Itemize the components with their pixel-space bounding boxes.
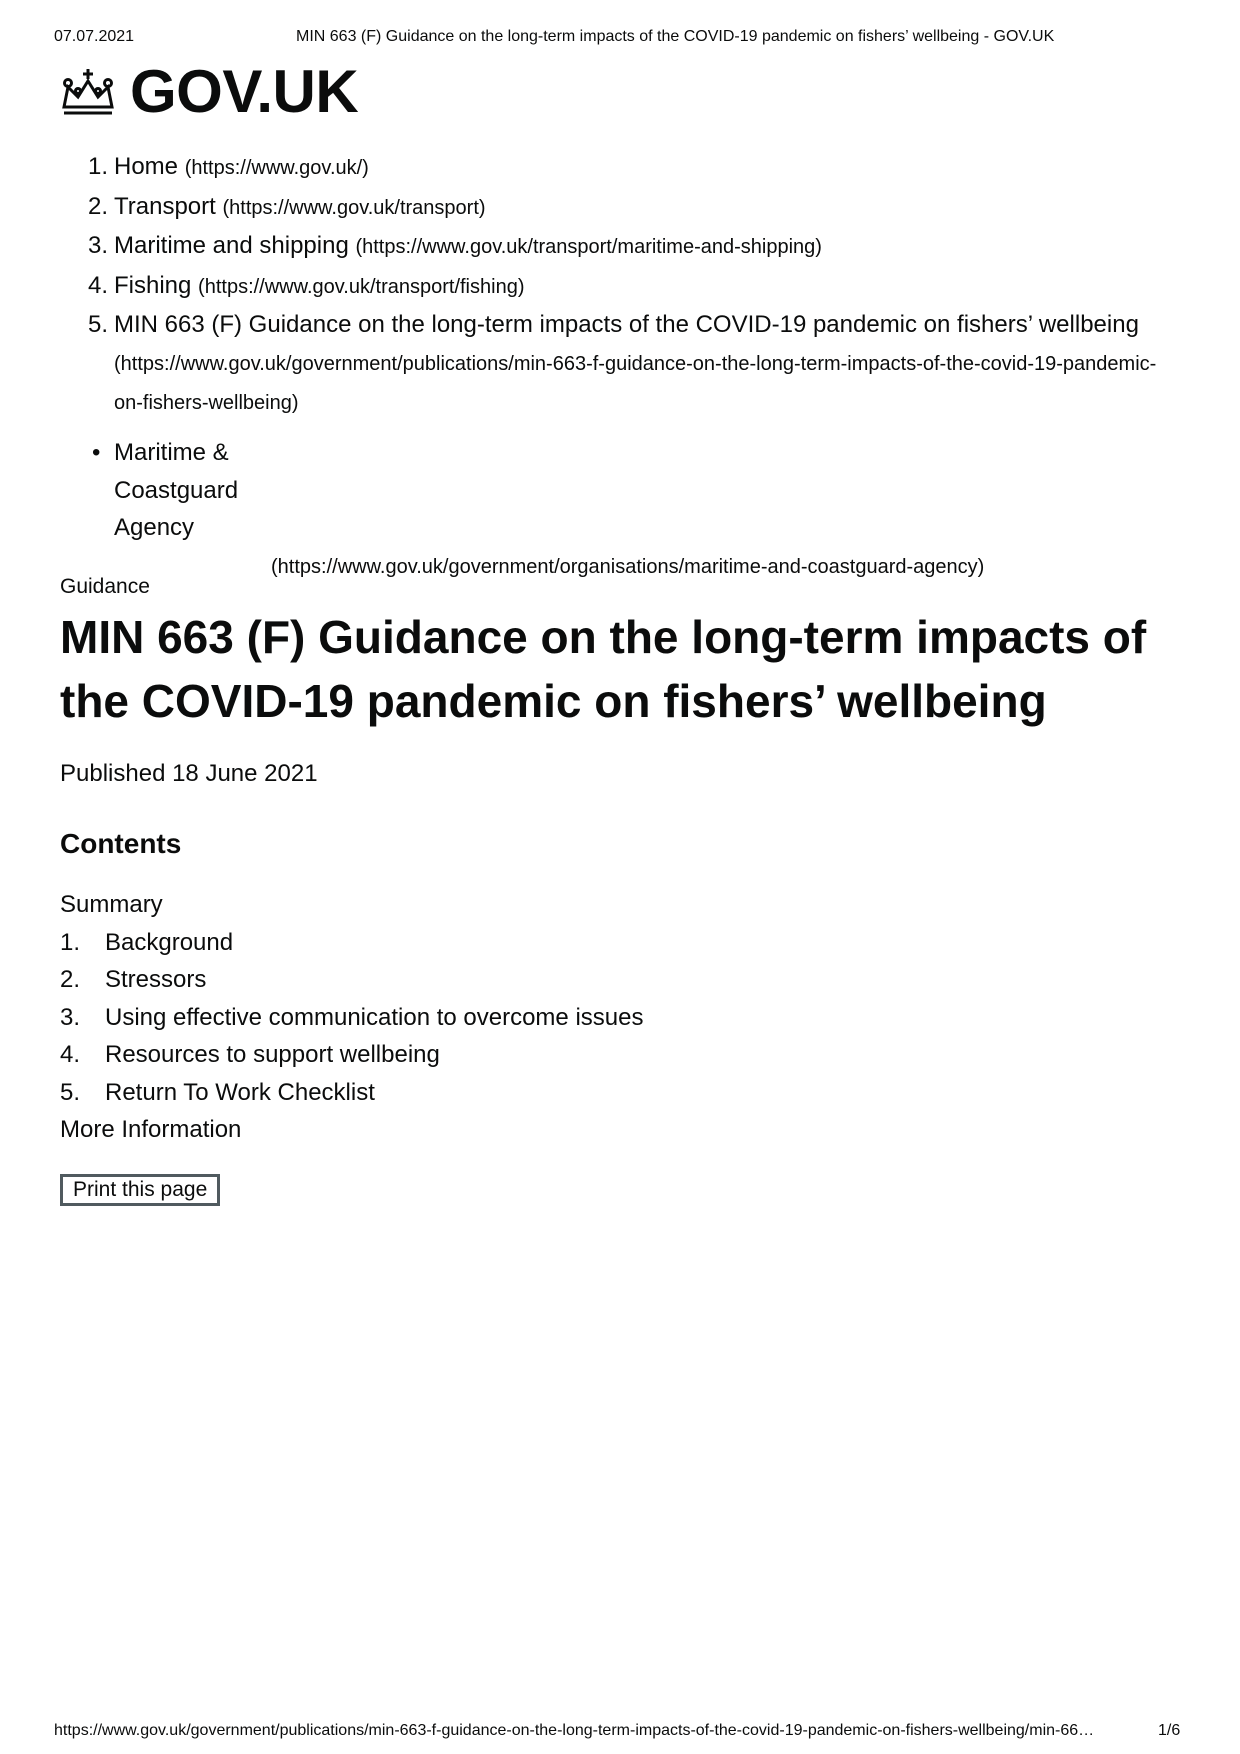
breadcrumb-number: 3. — [88, 232, 109, 259]
contents-number: 3. — [60, 1003, 81, 1031]
contents-number: 5. — [60, 1078, 81, 1106]
contents-item-stressors[interactable] — [60, 961, 643, 999]
contents-item-background[interactable] — [60, 924, 643, 962]
breadcrumb-url: (https://www.gov.uk/transport/maritime-and-shipping) — [355, 236, 822, 258]
govuk-logo[interactable] — [58, 58, 359, 125]
contents-label: Stressors — [105, 966, 207, 993]
page-title: MIN 663 (F) Guidance on the long-term impacts of the COVID-19 pandemic on fishers’ wellbeing — [60, 611, 1147, 727]
contents-item-communication[interactable] — [60, 999, 643, 1037]
breadcrumb-number: 4. — [88, 271, 109, 299]
print-header-title: MIN 663 (F) Guidance on the long-term impacts of the COVID-19 pandemic on fishers’ wellbeing - GOV.UK — [296, 28, 1055, 45]
contents-item-checklist[interactable] — [60, 1074, 643, 1112]
document-type: Guidance — [60, 575, 150, 598]
breadcrumb-item-fishing[interactable] — [54, 267, 1174, 307]
contents-number: 4. — [60, 1041, 81, 1068]
breadcrumb-url: (https://www.gov.uk/government/publications/min-663-f-guidance-on-the-long-term-impacts-of-the-covid-19-pandemic-on-fishers-wellbeing) — [114, 352, 1157, 414]
contents-label: Background — [105, 928, 234, 956]
breadcrumb-item-current-page[interactable] — [54, 306, 1174, 423]
published-date: Published 18 June 2021 — [60, 760, 318, 787]
contents-number: 1. — [60, 928, 81, 956]
breadcrumb-number: 5. — [88, 311, 109, 338]
bullet-icon: • — [92, 439, 101, 466]
contents-item-summary[interactable]: Summary — [60, 891, 163, 918]
logo-text: GOV.UK — [130, 58, 359, 125]
contents-label: Resources to support wellbeing — [105, 1041, 440, 1068]
contents-item-more-information[interactable]: More Information — [60, 1116, 242, 1143]
organisation-list — [54, 434, 1174, 586]
organisation-link[interactable] — [54, 434, 1174, 586]
contents-heading: Contents — [60, 828, 182, 859]
print-footer-url: https://www.gov.uk/government/publications/min-663-f-guidance-on-the-long-term-impacts-of-the-covid-19-pandemic-on-fishers-wellbeing/min-66… — [54, 1722, 1095, 1739]
breadcrumb-item-maritime[interactable] — [54, 227, 1174, 267]
breadcrumb-number: 1. — [88, 153, 109, 180]
breadcrumb-label: MIN 663 (F) Guidance on the long-term impacts of the COVID-19 pandemic on fishers’ wellbeing — [114, 311, 1139, 338]
breadcrumb-label: Home — [114, 153, 179, 180]
print-footer-page-number: 1/6 — [1158, 1722, 1181, 1739]
print-button[interactable]: Print this page — [60, 1174, 220, 1206]
breadcrumb-label: Fishing — [114, 271, 192, 299]
breadcrumb-number: 2. — [88, 192, 109, 220]
breadcrumb-url: (https://www.gov.uk/transport/fishing) — [198, 275, 525, 298]
contents-label: Return To Work Checklist — [105, 1078, 375, 1106]
contents-item-resources[interactable] — [60, 1036, 643, 1074]
breadcrumb — [54, 148, 1174, 423]
breadcrumb-item-home[interactable] — [54, 148, 1174, 188]
crown-icon — [58, 67, 118, 117]
breadcrumb-label: Transport — [114, 192, 216, 220]
contents-number: 2. — [60, 966, 81, 993]
contents-label: Using effective communication to overcome issues — [105, 1003, 644, 1031]
breadcrumb-label: Maritime and shipping — [114, 232, 349, 259]
breadcrumb-url: (https://www.gov.uk/transport) — [222, 196, 486, 219]
print-header-date: 07.07.2021 — [54, 28, 135, 45]
breadcrumb-item-transport[interactable] — [54, 188, 1174, 228]
contents-list — [60, 886, 643, 1149]
organisation-name: Maritime & Coastguard Agency — [114, 439, 239, 541]
organisation-url: (https://www.gov.uk/government/organisations/maritime-and-coastguard-agency) — [271, 555, 985, 578]
breadcrumb-url: (https://www.gov.uk/) — [184, 157, 369, 179]
